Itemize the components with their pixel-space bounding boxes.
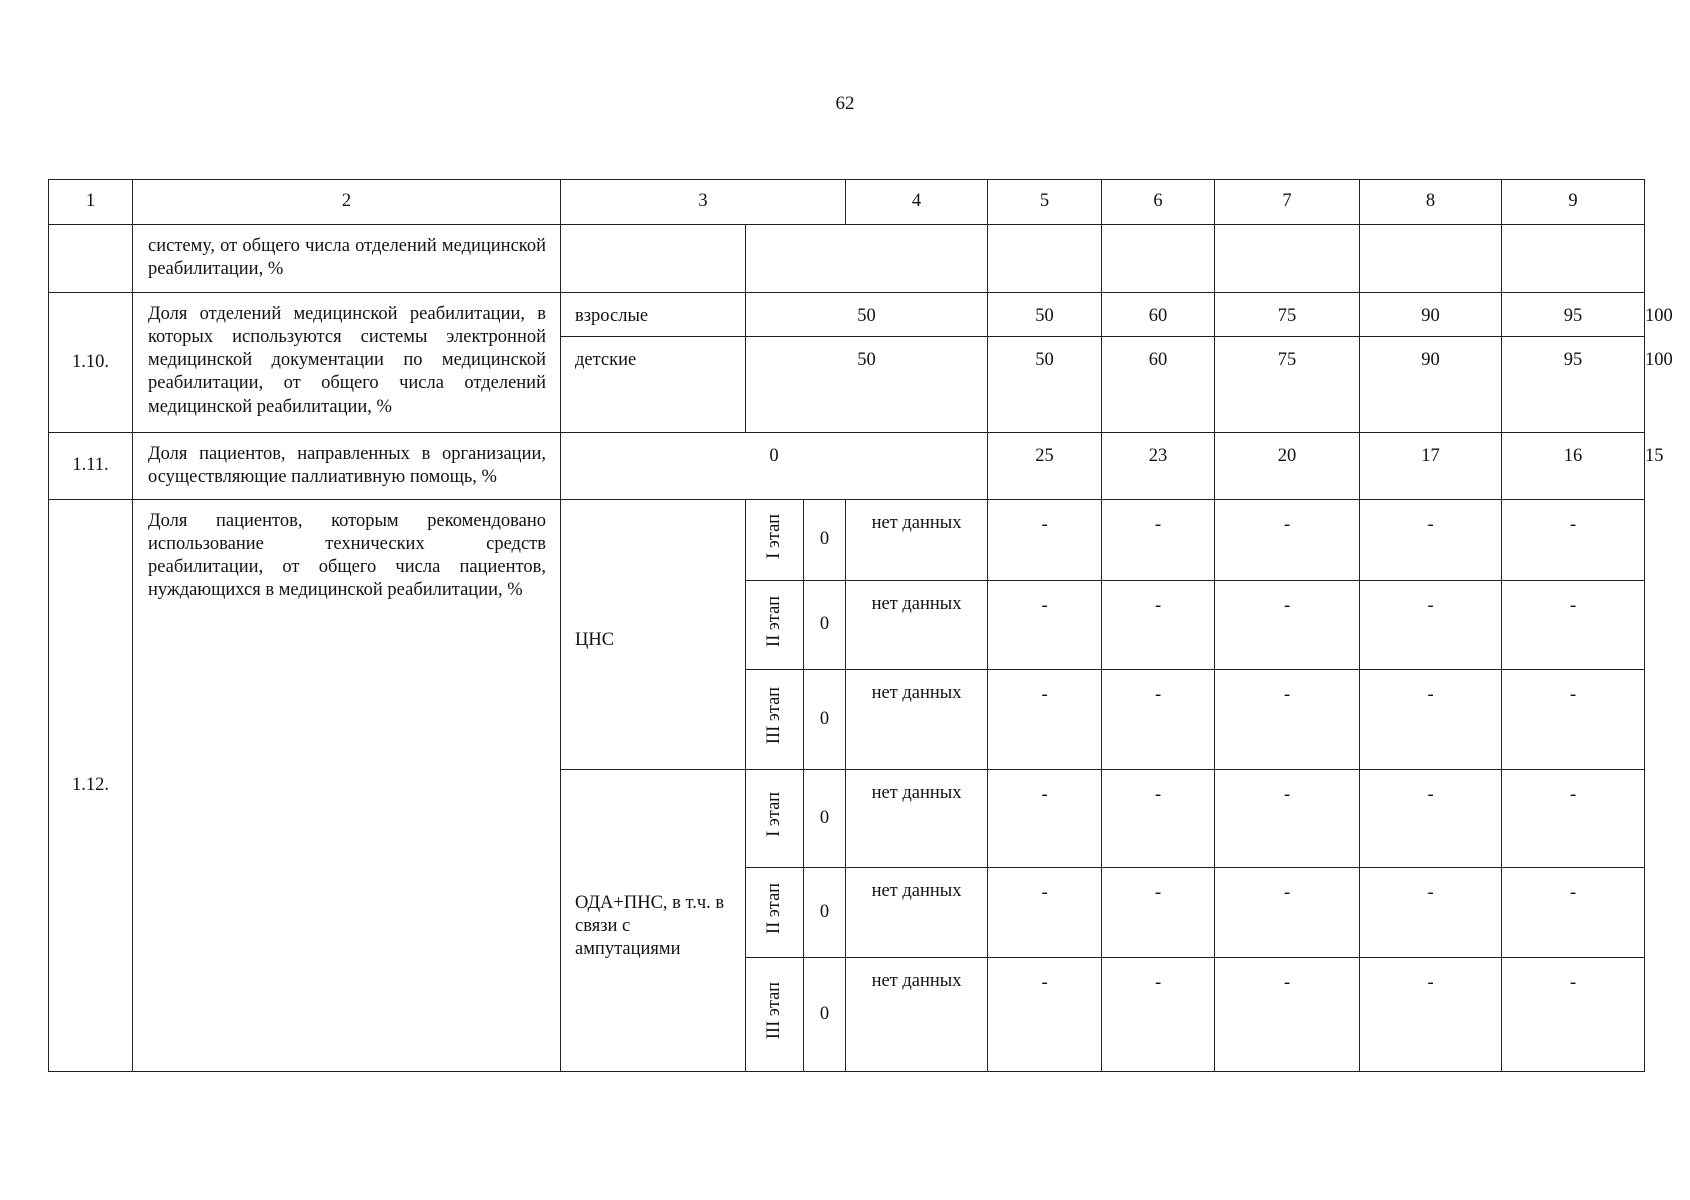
value-cell: - [1502, 500, 1645, 581]
row-number: 1.12. [49, 500, 133, 1072]
stage-label: I этап [763, 792, 784, 838]
value-cell: - [988, 581, 1102, 670]
value-cell: 16 [1502, 433, 1645, 500]
value-cell: - [1215, 770, 1360, 868]
value-cell: - [1502, 581, 1645, 670]
value-cell: нет данных [846, 581, 988, 670]
value-cell: - [1215, 958, 1360, 1072]
header-cell: 5 [988, 180, 1102, 225]
header-cell: 8 [1360, 180, 1502, 225]
value-cell: 75 [1215, 293, 1360, 337]
table-row: 1.10. Доля отделений медицинской реабилитации, в которых используются системы электронной медицинской документации по медицинской реабилитации, от общего числа отделений медицинской реабилитации, % взрослые 50 50 60 75 90 95 100 [49, 293, 1645, 337]
value-cell: 50 [988, 337, 1102, 433]
header-cell: 1 [49, 180, 133, 225]
value-cell: 95 [1502, 293, 1645, 337]
value-cell: - [1502, 670, 1645, 770]
base-value: 0 [804, 958, 846, 1072]
value-cell: 0 [561, 433, 988, 500]
group-label: ОДА+ПНС, в т.ч. в связи с ампутациями [561, 770, 746, 1072]
indicator-text: системy, от общего числа отделений медицинской реабилитации, % [133, 225, 561, 293]
value-cell: 25 [988, 433, 1102, 500]
value-cell: - [988, 500, 1102, 581]
stage-label: I этап [763, 513, 784, 559]
base-value: 0 [804, 670, 846, 770]
row-number: 1.10. [49, 293, 133, 433]
header-cell: 2 [133, 180, 561, 225]
value-cell: - [1360, 770, 1502, 868]
value-cell: 75 [1215, 337, 1360, 433]
value-cell: - [1215, 868, 1360, 958]
value-cell: - [1102, 500, 1215, 581]
value-cell: 23 [1102, 433, 1215, 500]
header-cell: 4 [846, 180, 988, 225]
value-cell: - [1360, 958, 1502, 1072]
value-cell: - [1102, 958, 1215, 1072]
value-cell: - [1502, 958, 1645, 1072]
value-cell: - [988, 770, 1102, 868]
table-row: детские 50 50 60 75 90 95 100 [49, 337, 1645, 433]
value-cell: - [1215, 500, 1360, 581]
value-cell: - [988, 958, 1102, 1072]
value-cell: 20 [1215, 433, 1360, 500]
page-number: 62 [835, 93, 855, 114]
group-label: ЦНС [561, 500, 746, 770]
value-cell: - [1360, 500, 1502, 581]
table-row [49, 225, 1645, 293]
indicator-text: Доля пациентов, направленных в организации, осуществляющие паллиативную помощь, % [133, 433, 561, 500]
base-value: 0 [804, 868, 846, 958]
value-cell: - [1102, 868, 1215, 958]
value-cell: - [1215, 581, 1360, 670]
value-cell: - [988, 670, 1102, 770]
value-cell: 90 [1360, 293, 1502, 337]
stage-label: III этап [763, 982, 784, 1040]
header-cell: 7 [1215, 180, 1360, 225]
base-value: 0 [804, 581, 846, 670]
stage-label: II этап [763, 595, 784, 647]
value-cell: нет данных [846, 770, 988, 868]
value-cell: нет данных [846, 500, 988, 581]
value-cell: - [1360, 868, 1502, 958]
value-cell: 50 [746, 337, 988, 433]
value-cell: 95 [1502, 337, 1645, 433]
value-cell: - [1502, 770, 1645, 868]
value-cell: - [1360, 670, 1502, 770]
base-value: 0 [804, 770, 846, 868]
value-cell: - [1102, 670, 1215, 770]
indicator-text: Доля пациентов, которым рекомендовано использование технических средств реабилитации, от общего числа пациентов, нуждающихся в медицинской реабилитации, % [133, 500, 561, 1072]
stage-cell [746, 581, 804, 670]
value-cell: - [1360, 581, 1502, 670]
stage-cell [746, 770, 804, 868]
stage-cell [746, 958, 804, 1072]
stage-cell [746, 500, 804, 581]
value-cell: 60 [1102, 337, 1215, 433]
value-cell: нет данных [846, 958, 988, 1072]
value-cell: - [1102, 770, 1215, 868]
value-cell: - [1215, 670, 1360, 770]
value-cell: - [988, 868, 1102, 958]
value-cell: нет данных [846, 670, 988, 770]
value-cell: 60 [1102, 293, 1215, 337]
value-cell: 90 [1360, 337, 1502, 433]
subgroup-label: взрослые [561, 293, 746, 337]
header-row [49, 180, 1645, 225]
header-cell: 9 [1502, 180, 1645, 225]
value-cell: - [1102, 581, 1215, 670]
base-value: 0 [804, 500, 846, 581]
table-row [49, 500, 1645, 581]
subgroup-label: детские [561, 337, 746, 433]
value-cell: нет данных [846, 868, 988, 958]
table-row: 1.11. Доля пациентов, направленных в организации, осуществляющие паллиативную помощь, % 0 25 23 20 17 16 15 [49, 433, 1645, 500]
indicators-table [48, 179, 1673, 1072]
stage-label: II этап [763, 883, 784, 935]
header-cell: 3 [561, 180, 846, 225]
row-number: 1.11. [49, 433, 133, 500]
header-cell: 6 [1102, 180, 1215, 225]
value-cell: 50 [988, 293, 1102, 337]
indicator-text: Доля отделений медицинской реабилитации, в которых используются системы электронной медицинской документации по медицинской реабилитации, от общего числа отделений медицинской реабилитации, % [133, 293, 561, 433]
stage-cell [746, 868, 804, 958]
value-cell: 50 [746, 293, 988, 337]
value-cell: - [1502, 868, 1645, 958]
stage-cell [746, 670, 804, 770]
stage-label: III этап [763, 687, 784, 745]
value-cell: 17 [1360, 433, 1502, 500]
